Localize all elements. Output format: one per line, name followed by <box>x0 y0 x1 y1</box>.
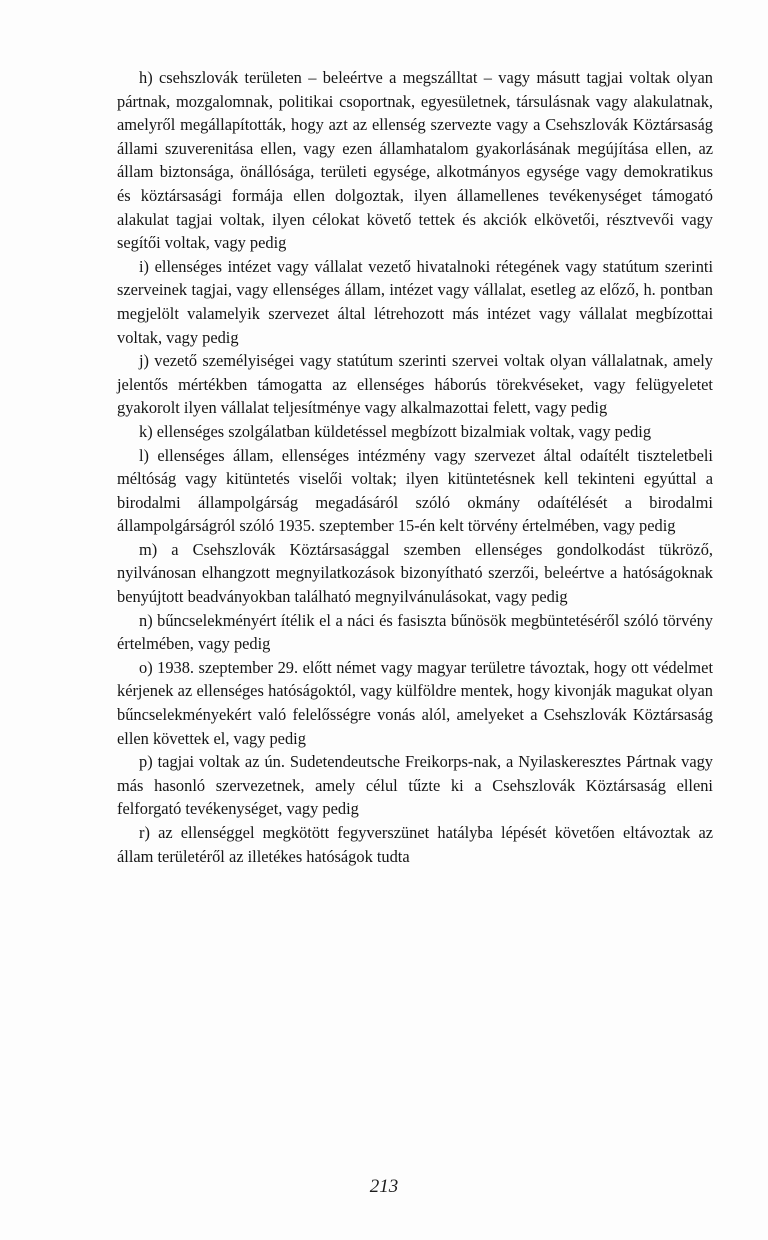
paragraph-o: o) 1938. szeptember 29. előtt német vagy magyar területre távoztak, hogy ott védelmet kérjenek az ellenséges hatóságoktól, vagy külföldre mentek, hogy kivonják magukat olyan bűncselekményekért való felelősségre vonás alól, amelyeket a Csehszlovák Köztársaság ellen követtek el, vagy pedig <box>117 657 713 748</box>
paragraph-p: p) tagjai voltak az ún. Sudetendeutsche Freikorps-nak, a Nyilaskeresztes Pártnak vagy más hasonló szervezetnek, amely célul tűzte ki a Csehszlovák Köztársaság elleni felforgató tevékenységet, vagy pedig <box>117 752 713 819</box>
paragraph-l: l) ellenséges állam, ellenséges intézmény vagy szervezet által odaítélt tiszteletbeli méltóság vagy kitüntetés viselői voltak; ilyen kitüntetésnek kell tekinteni egyúttal a birodalmi állampolgárság megadásáról szóló okmány odaítélését a birodalmi állampolgárságról szóló 1935. szeptember 15-én kelt törvény értelmében, vagy pedig <box>117 445 713 536</box>
paragraph-m: m) a Csehszlovák Köztársasággal szemben ellenséges gondolkodást tükröző, nyilvánosan elhangzott megnyilatkozások bizonyítható szerzői, beleértve a hatóságoknak benyújtott beadványokban található megnyilvánulásokat, vagy pedig <box>117 539 713 607</box>
body-text <box>117 66 713 868</box>
paragraph-i: i) ellenséges intézet vagy vállalat vezető hivatalnoki rétegének vagy statútum szerinti szerveinek tagjai, vagy ellenséges állam, intézet vagy vállalat, esetleg az előző, h. pontban megjelölt valamelyik szervezet által létrehozott más intézet vagy vállalat megbízottai voltak, vagy pedig <box>117 256 713 347</box>
paragraph-h: h) csehszlovák területen – beleértve a megszálltat – vagy másutt tagjai voltak olyan pártnak, mozgalomnak, politikai csoportnak, egyesületnek, társulásnak vagy alakulatnak, amelyről megállapították, hogy azt az ellenség szervezte vagy a Csehszlovák Köztársaság állami szuverenitása ellen, vagy ezen államhatalom gyakorlásának megújítása ellen, az állam biztonsága, önállósága, területi egysége, alkotmányos egysége vagy demokratikus és köztársasági formája ellen dolgoztak, ilyen államellenes tevékenységet támogató alakulat tagjai voltak, ilyen célokat követő tettek és akciók elkövetői, résztvevői vagy segítői voltak, vagy pedig <box>117 68 713 253</box>
page-number: 213 <box>369 1176 399 1197</box>
paragraph-j: j) vezető személyiségei vagy statútum szerinti szervei voltak olyan vállalatnak, amely jelentős mértékben támogatta az ellenséges háborús törekvéseket, vagy felügyeletet gyakorolt ilyen vállalat teljesítménye vagy alkalmazottai felett, vagy pedig <box>117 351 713 418</box>
paragraph-n: n) bűncselekményért ítélik el a náci és fasiszta bűnösök megbüntetéséről szóló törvény értelmében, vagy pedig <box>117 610 713 654</box>
paragraph-k: k) ellenséges szolgálatban küldetéssel megbízott bizalmiak voltak, vagy pedig <box>139 421 652 441</box>
paragraph-r: r) az ellenséggel megkötött fegyverszünet hatályba lépését követően eltávoztak az állam területéről az illetékes hatóságok tudta <box>117 823 713 866</box>
